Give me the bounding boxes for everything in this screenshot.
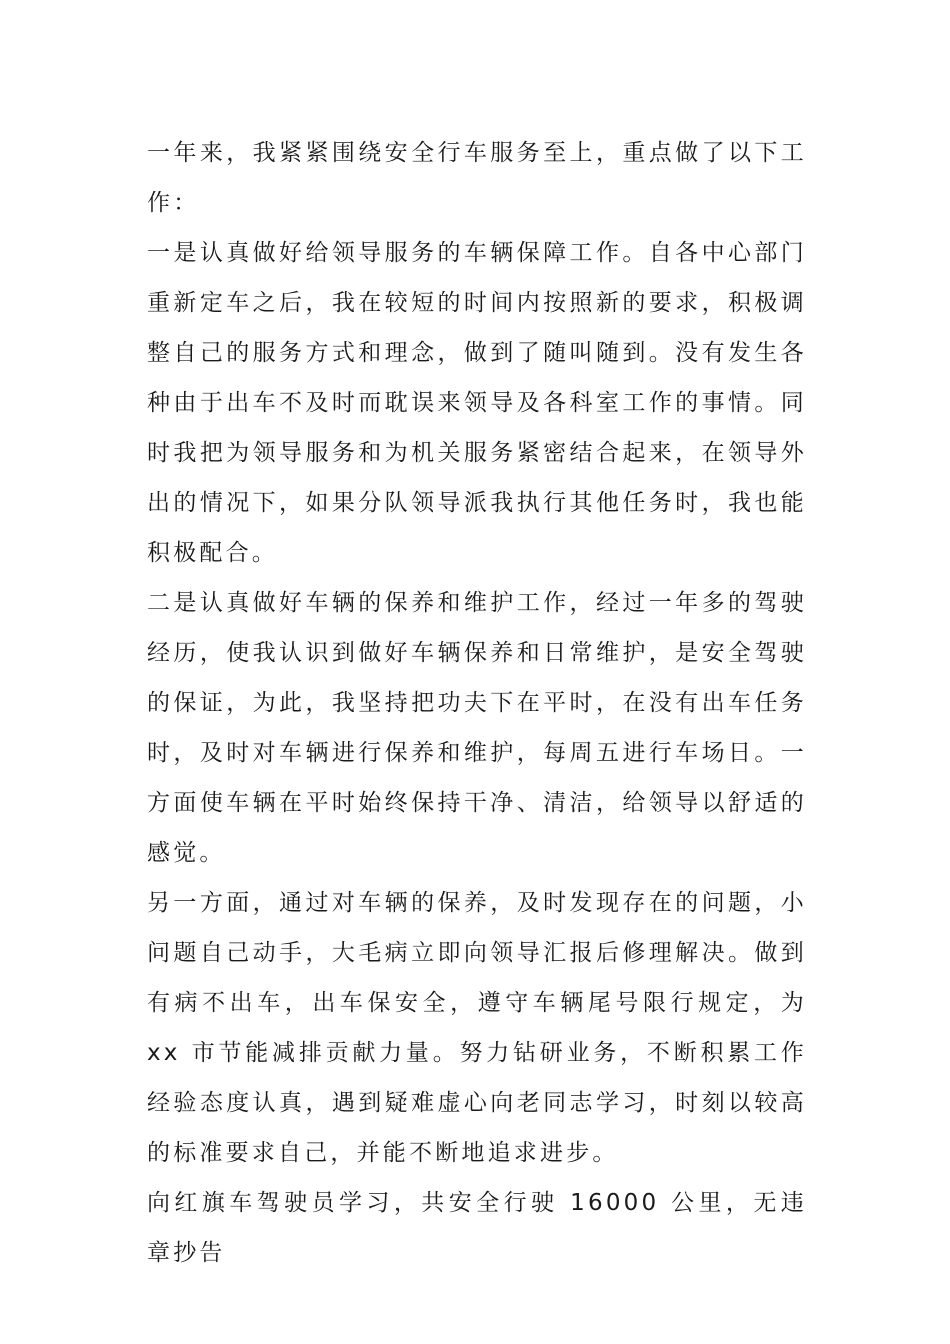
document-body	[147, 128, 807, 1278]
paragraph-learning: 向红旗车驾驶员学习，共安全行驶 16000 公里，无违章抄告	[147, 1190, 807, 1266]
paragraph-intro: 一年来，我紧紧围绕安全行车服务至上，重点做了以下工作：	[147, 140, 807, 216]
paragraph-other-aspect: 另一方面，通过对车辆的保养，及时发现存在的问题，小问题自己动手，大毛病立即向领导汇报后修理解决。做到有病不出车，出车保安全，遵守车辆尾号限行规定，为 xx 市节能减排贡献力量。努力钻研业务，不断积累工作经验态度认真，遇到疑难虚心向老同志学习，时刻以较高的标准要求自己，并能不断地追求进步。	[147, 890, 807, 1166]
paragraph-vehicle-service: 一是认真做好给领导服务的车辆保障工作。自各中心部门重新定车之后，我在较短的时间内按照新的要求，积极调整自己的服务方式和理念，做到了随叫随到。没有发生各种由于出车不及时而耽误来领导及各科室工作的事情。同时我把为领导服务和为机关服务紧密结合起来，在领导外出的情况下，如果分队领导派我执行其他任务时，我也能积极配合。	[147, 240, 807, 566]
paragraph-vehicle-maintenance: 二是认真做好车辆的保养和维护工作，经过一年多的驾驶经历，使我认识到做好车辆保养和日常维护，是安全驾驶的保证，为此，我坚持把功夫下在平时，在没有出车任务时，及时对车辆进行保养和维护，每周五进行车场日。一方面使车辆在平时始终保持干净、清洁，给领导以舒适的感觉。	[147, 590, 807, 866]
